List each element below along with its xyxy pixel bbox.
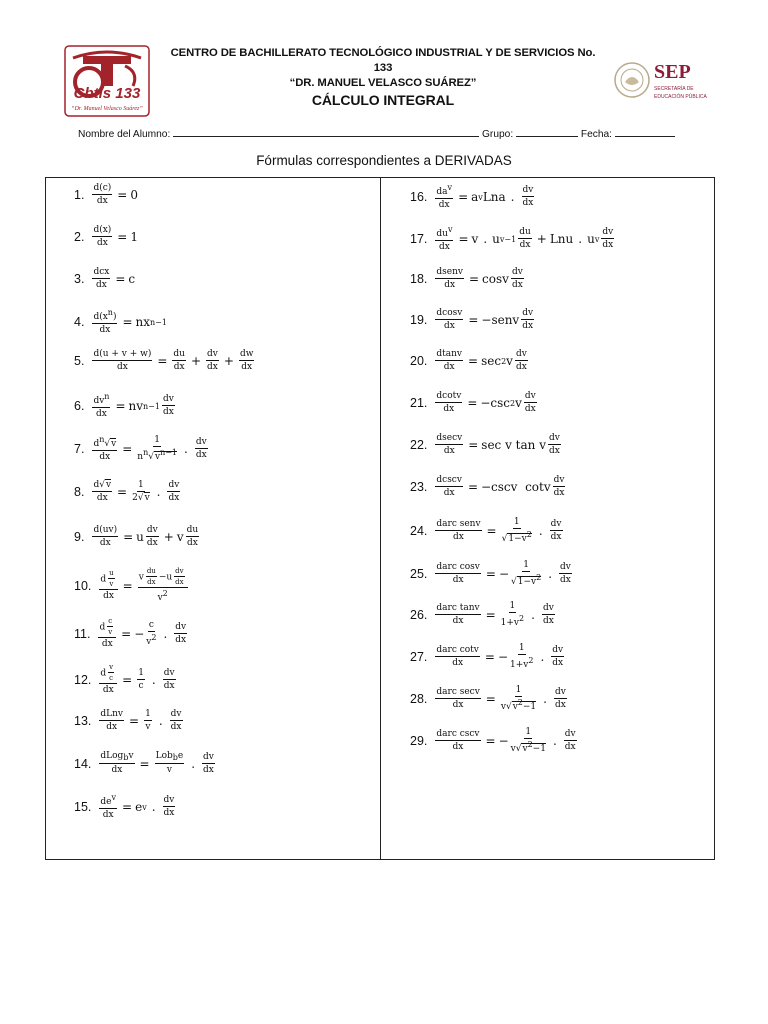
- formula-24: 24. darc senv dx = $\frac{1}{√1-v^2}$ . dv dx: [410, 517, 562, 544]
- school-logo: [63, 44, 151, 118]
- formula-21: 21. $\frac{dcotv}{dx}$ = −csc 2 v dv dx: [410, 391, 536, 414]
- formula-16: 16. $da^v$ dx = a v Lna . dv dx: [410, 183, 534, 210]
- formula-15: 15. $de^v$ dx = e v . dv dx: [74, 793, 175, 820]
- formula-13: 13. dLnv dx = $\frac{1}{v}$ . dv dx: [74, 709, 182, 732]
- formula-14: 14. dLog$_b$v dx = Lob$_b$e v . dv dx: [74, 751, 214, 775]
- school-name: CENTRO DE BACHILLERATO TECNOLÓGICO INDUSTRIAL Y DE SERVICIOS No. 133: [170, 47, 596, 74]
- group-label: Grupo:: [482, 129, 514, 140]
- formula-22: 22. dsecv dx = sec v tan v $\frac{dv}{dx}$: [410, 433, 560, 456]
- date-blank[interactable]: [615, 127, 675, 137]
- svg-text:SECRETARÍA DE: SECRETARÍA DE: [654, 86, 694, 92]
- formula-28: 28. darc secv dx = $\frac{1}{v√v^2-1}$ . dv dx: [410, 685, 566, 712]
- section-title: Fórmulas correspondientes a DERIVADAS: [256, 153, 512, 168]
- formula-26: 26. darc tanv dx = $\frac{1}{1+v^2}$ . dv dx: [410, 601, 554, 628]
- name-blank[interactable]: [173, 127, 479, 137]
- date-label: Fecha:: [580, 129, 612, 140]
- formula-25: 25. darc cosv dx = − $\frac{1}{√1-v^2}$ . dv dx: [410, 560, 571, 587]
- svg-text:Cbtis 133: Cbtis 133: [73, 85, 141, 102]
- formula-9: 9. $\frac{d(uv)}{dx}$ = u $\frac{dv}{dx}$ + v $\frac{du}{dx}$: [74, 525, 199, 548]
- school-dedication: “DR. MANUEL VELASCO SUÁREZ”: [289, 77, 477, 89]
- group-blank[interactable]: [516, 127, 578, 137]
- student-info-line: [78, 127, 698, 140]
- formula-10: 10. d $\frac{u}{v}$ dx = v $\frac{du}{dx}$ −u $\frac{dv}{dx}$ $v^2$: [74, 568, 190, 603]
- formula-20: 20. $\frac{dtanv}{dx}$ = sec 2 v dv dx: [410, 349, 527, 372]
- formula-5: 5. $\frac{d(u + v + w)}{dx}$ = $\frac{du}{dx}$ + $\frac{dv}{dx}$ + $\frac{dw}{dx}$: [74, 349, 254, 372]
- formula-27: 27. darc cotv dx = − $\frac{1}{1+v^2}$ . dv dx: [410, 643, 564, 670]
- subject-title: CÁLCULO INTEGRAL: [311, 92, 455, 108]
- school-header: [160, 46, 606, 109]
- sep-logo: [614, 58, 722, 104]
- svg-text:EDUCACIÓN PÚBLICA: EDUCACIÓN PÚBLICA: [654, 94, 707, 100]
- svg-text:SEP: SEP: [654, 61, 691, 83]
- formula-1: 1. $\frac{d(c)}{dx}$ = 0: [74, 183, 138, 206]
- formula-18: 18. dsenv dx = cosv $\frac{dv}{dx}$: [410, 267, 523, 290]
- svg-text:“Dr. Manuel Velasco Suárez”: “Dr. Manuel Velasco Suárez”: [71, 106, 143, 112]
- formula-4: 4. $\frac{d(x^n)}{dx}$ = nx n−1: [74, 308, 167, 335]
- name-label: Nombre del Alumno:: [78, 129, 171, 140]
- formula-19: 19. $\frac{dcosv}{dx}$ = −senv $\frac{dv}{dx}$: [410, 308, 534, 331]
- formula-7: 7. $\frac{d^n√v}{dx}$ = $\frac{1}{n^n√v^{n-1}}$ . dv dx: [74, 435, 207, 462]
- formula-23: 23. dcscv dx = −cscv cotv $\frac{dv}{dx}$: [410, 475, 565, 498]
- column-divider: [380, 177, 381, 860]
- formula-6: 6. $dv^n$ dx = nv n−1 dv dx: [74, 392, 174, 419]
- formula-2: 2. $\frac{d(x)}{dx}$ = 1: [74, 225, 138, 248]
- formula-8: 8. $\frac{d√v}{dx}$ = $\frac{1}{2√v}$ . dv dx: [74, 480, 180, 503]
- formula-29: 29. darc cscv dx = − $\frac{1}{v√v^2-1}$ . dv dx: [410, 727, 576, 754]
- formula-3: 3. dcx dx = c: [74, 267, 136, 290]
- formula-12: 12. d $\frac{v}{c}$ dx = $\frac{1}{c}$ . dv dx: [74, 663, 175, 695]
- formula-11: 11. d $\frac{c}{v}$ dx = − $\frac{c}{v^2}$ . dv dx: [74, 617, 187, 649]
- formula-17: 17. $du^v$ dx = v . u v−1 du dx + Lnu . u v dv dx: [410, 225, 614, 252]
